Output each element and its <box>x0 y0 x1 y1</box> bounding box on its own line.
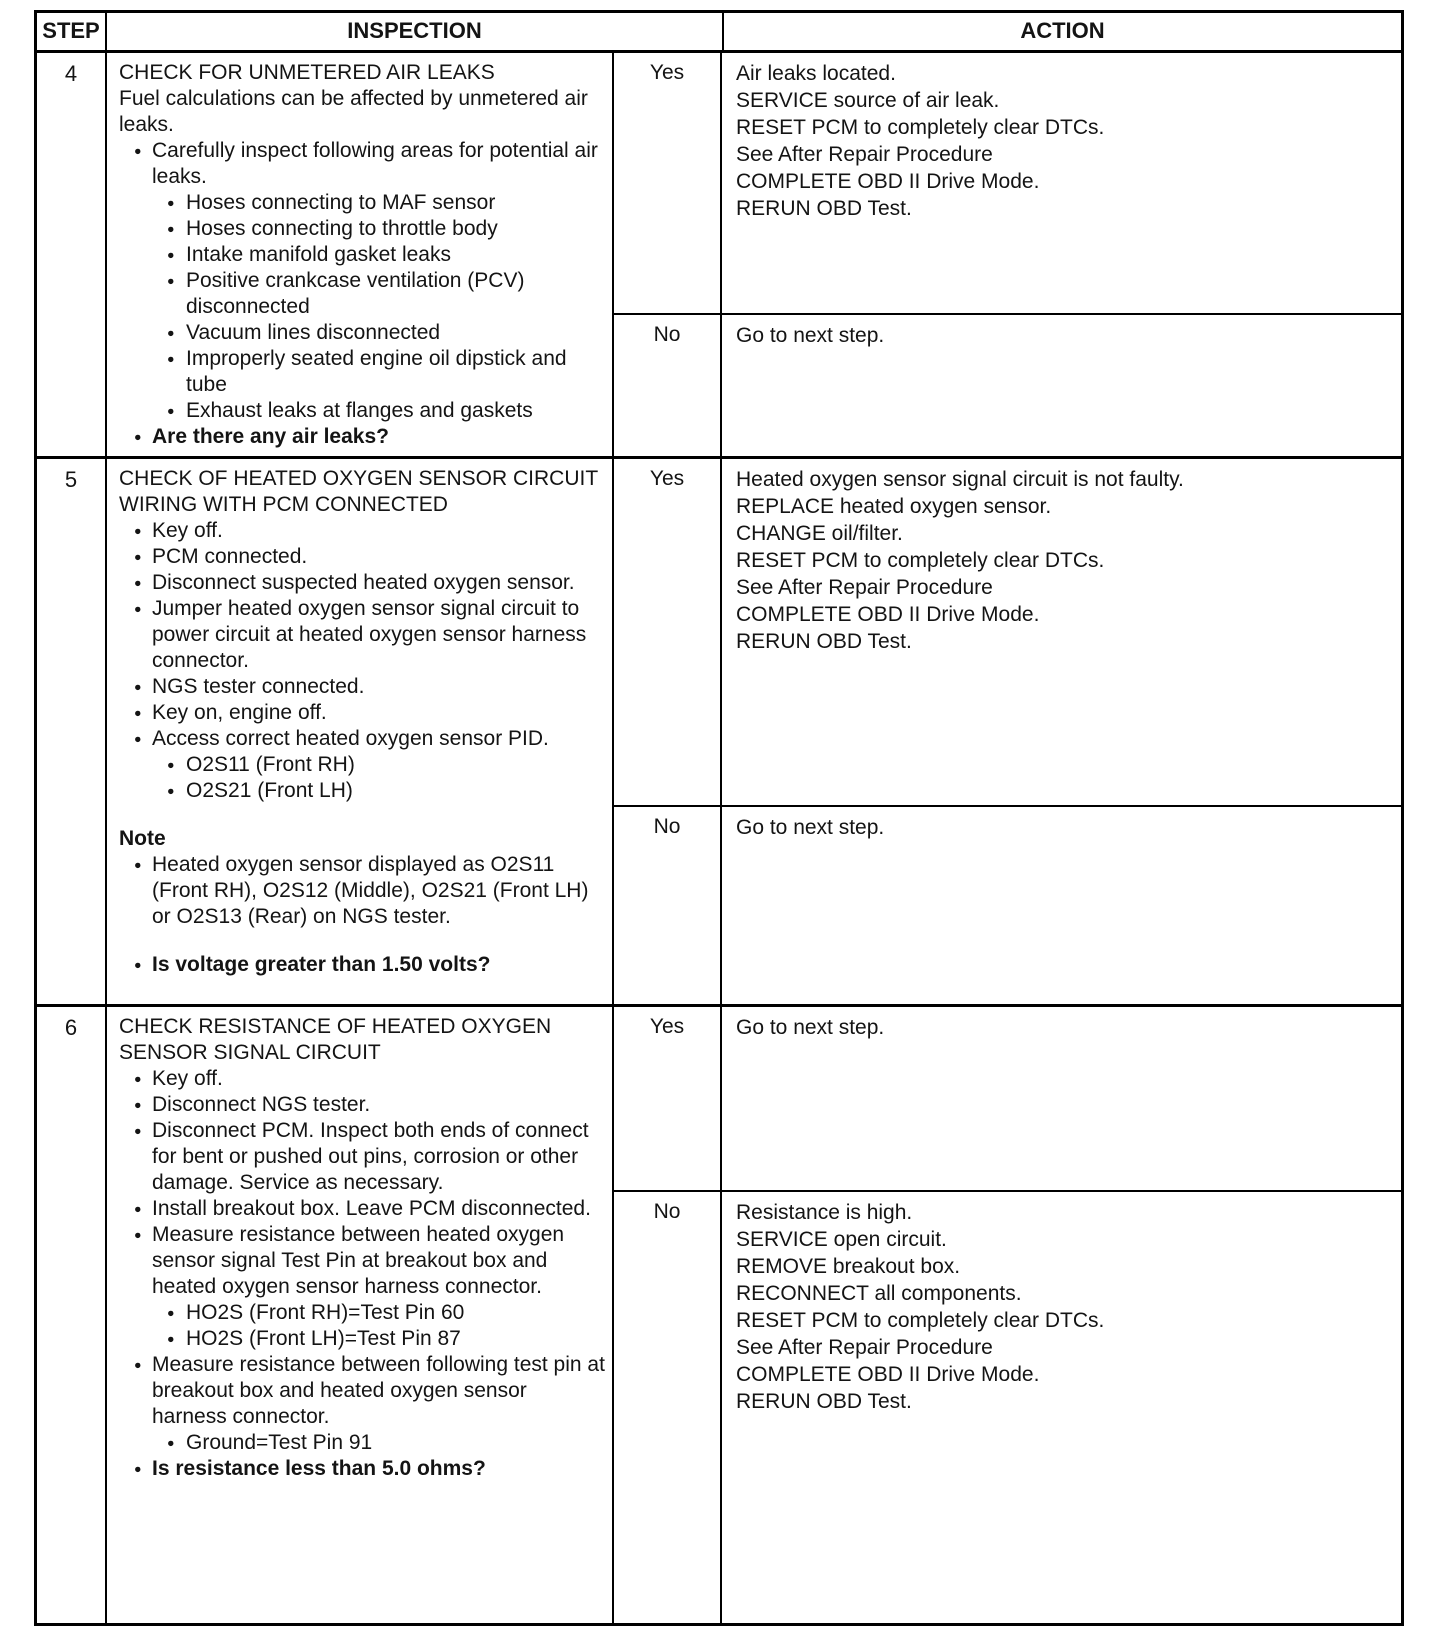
text-line <box>119 726 606 752</box>
text-line: Air leaks located. <box>736 62 896 85</box>
bullet-icon: ● <box>134 1098 142 1112</box>
text-line <box>119 1326 606 1352</box>
yes-branch <box>614 53 1401 315</box>
text-line: CHANGE oil/filter. <box>736 522 903 545</box>
text-line-label: O2S11 (Front RH) <box>186 753 355 776</box>
text-line: SERVICE source of air leak. <box>736 89 1000 112</box>
text-line <box>119 752 606 778</box>
text-line <box>119 1352 606 1430</box>
no-branch <box>614 1192 1401 1623</box>
text-line <box>119 1066 606 1092</box>
decision-label-yes: Yes <box>614 53 722 313</box>
text-line <box>119 596 606 674</box>
text-line-label: Install breakout box. Leave PCM disconnected. <box>152 1197 591 1220</box>
text-line-label: O2S21 (Front LH) <box>186 779 353 802</box>
text-line: REMOVE breakout box. <box>736 1255 961 1278</box>
decision-label-no: No <box>614 1192 722 1623</box>
text-line-label: Heated oxygen sensor displayed as O2S11 (Front RH), O2S12 (Middle), O2S21 (Front LH) or O2S13 (Rear) on NGS tester. <box>152 853 589 928</box>
text-line <box>119 1092 606 1118</box>
text-line <box>119 1222 606 1300</box>
text-line: Fuel calculations can be affected by unmetered air leaks. <box>119 87 588 136</box>
inspection-cell <box>107 53 614 456</box>
text-line: See After Repair Procedure <box>736 1336 993 1359</box>
action-cell-no <box>722 315 1401 456</box>
action-cell-yes <box>722 53 1401 313</box>
table-row-step-4 <box>37 53 1401 459</box>
text-line <box>119 1456 606 1482</box>
text-line-label: Disconnect NGS tester. <box>152 1093 371 1116</box>
text-line: RERUN OBD Test. <box>736 1390 912 1413</box>
text-line-label: Key on, engine off. <box>152 701 327 724</box>
text-line <box>119 1196 606 1222</box>
text-line-label: NGS tester connected. <box>152 675 365 698</box>
bullet-icon: ● <box>134 602 142 616</box>
table-row-step-6 <box>37 1007 1401 1623</box>
action-results <box>614 1007 1401 1623</box>
text-line <box>119 674 606 700</box>
text-line <box>119 398 606 424</box>
text-line-label: Measure resistance between following test pin at breakout box and heated oxygen sensor harness connector. <box>152 1353 605 1428</box>
diagnostic-table <box>34 10 1404 1626</box>
text-line: SERVICE open circuit. <box>736 1228 947 1251</box>
bullet-icon: ● <box>167 1306 175 1320</box>
bullet-icon: ● <box>134 958 142 972</box>
text-line <box>119 1300 606 1326</box>
text-line: Note <box>119 827 166 850</box>
table-row-step-5 <box>37 459 1401 1007</box>
action-results <box>614 459 1401 1004</box>
text-line <box>119 346 606 398</box>
text-line: RERUN OBD Test. <box>736 197 912 220</box>
bullet-icon: ● <box>167 758 175 772</box>
text-line <box>119 952 606 978</box>
no-branch <box>614 807 1401 1004</box>
text-line-label: Vacuum lines disconnected <box>186 321 441 344</box>
bullet-icon: ● <box>134 858 142 872</box>
text-line <box>119 1118 606 1196</box>
bullet-icon: ● <box>134 576 142 590</box>
bullet-icon: ● <box>134 430 142 444</box>
text-line-label: Disconnect suspected heated oxygen sensor. <box>152 571 575 594</box>
bullet-icon: ● <box>167 274 175 288</box>
text-line: CHECK RESISTANCE OF HEATED OXYGEN SENSOR SIGNAL CIRCUIT <box>119 1015 552 1064</box>
text-line-label: Is voltage greater than 1.50 volts? <box>152 953 491 976</box>
text-line: RESET PCM to completely clear DTCs. <box>736 1309 1105 1332</box>
text-line-label: Carefully inspect following areas for potential air leaks. <box>152 139 598 188</box>
text-line-label: HO2S (Front LH)=Test Pin 87 <box>186 1327 461 1350</box>
bullet-icon: ● <box>167 404 175 418</box>
bullet-icon: ● <box>134 144 142 158</box>
bullet-icon: ● <box>167 1436 175 1450</box>
bullet-icon: ● <box>134 706 142 720</box>
text-line: RECONNECT all components. <box>736 1282 1022 1305</box>
bullet-icon: ● <box>167 196 175 210</box>
text-line-label: Improperly seated engine oil dipstick and tube <box>186 347 567 396</box>
step-number: 6 <box>37 1007 107 1623</box>
bullet-icon: ● <box>167 248 175 262</box>
decision-label-no: No <box>614 315 722 456</box>
text-line-label: Disconnect PCM. Inspect both ends of connect for bent or pushed out pins, corrosion or other damage. Service as necessary. <box>152 1119 589 1194</box>
text-line-label: HO2S (Front RH)=Test Pin 60 <box>186 1301 465 1324</box>
table-header-row <box>37 13 1401 53</box>
bullet-icon: ● <box>167 326 175 340</box>
bullet-icon: ● <box>167 222 175 236</box>
text-line: COMPLETE OBD II Drive Mode. <box>736 170 1040 193</box>
text-line <box>119 190 606 216</box>
action-cell-yes <box>722 459 1401 805</box>
text-line <box>119 138 606 190</box>
text-line <box>119 242 606 268</box>
text-line-label: Key off. <box>152 1067 223 1090</box>
text-line: CHECK OF HEATED OXYGEN SENSOR CIRCUIT WIRING WITH PCM CONNECTED <box>119 467 598 516</box>
yes-branch <box>614 459 1401 807</box>
text-line <box>119 570 606 596</box>
inspection-cell <box>107 1007 614 1623</box>
text-line-label: Positive crankcase ventilation (PCV) disconnected <box>186 269 525 318</box>
text-line <box>119 852 606 930</box>
bullet-icon: ● <box>134 1228 142 1242</box>
bullet-icon: ● <box>134 1202 142 1216</box>
text-line: Resistance is high. <box>736 1201 913 1224</box>
header-action: ACTION <box>1020 18 1105 43</box>
text-line-label: PCM connected. <box>152 545 308 568</box>
text-line-label: Hoses connecting to throttle body <box>186 217 498 240</box>
action-cell-no <box>722 807 1401 1004</box>
action-results <box>614 53 1401 456</box>
bullet-icon: ● <box>134 1462 142 1476</box>
step-number: 4 <box>37 53 107 456</box>
text-line-label: Measure resistance between heated oxygen sensor signal Test Pin at breakout box and heated oxygen sensor harness connector. <box>152 1223 565 1298</box>
text-line <box>119 778 606 804</box>
decision-label-yes: Yes <box>614 459 722 805</box>
text-line-label: Exhaust leaks at flanges and gaskets <box>186 399 533 422</box>
bullet-icon: ● <box>134 550 142 564</box>
decision-label-no: No <box>614 807 722 1004</box>
text-line: Go to next step. <box>736 816 885 839</box>
text-line <box>119 518 606 544</box>
text-line <box>119 424 606 450</box>
inspection-cell <box>107 459 614 1004</box>
text-line-label: Hoses connecting to MAF sensor <box>186 191 496 214</box>
text-line <box>119 268 606 320</box>
text-line-label: Ground=Test Pin 91 <box>186 1431 373 1454</box>
text-line <box>119 216 606 242</box>
no-branch <box>614 315 1401 456</box>
step-number: 5 <box>37 459 107 1004</box>
bullet-icon: ● <box>134 680 142 694</box>
text-line-label: Are there any air leaks? <box>152 425 389 448</box>
bullet-icon: ● <box>167 1332 175 1346</box>
text-line-label: Jumper heated oxygen sensor signal circuit to power circuit at heated oxygen sensor harness connector. <box>152 597 587 672</box>
text-line: Go to next step. <box>736 324 885 347</box>
text-line <box>119 544 606 570</box>
yes-branch <box>614 1007 1401 1192</box>
header-inspection: INSPECTION <box>107 13 724 50</box>
text-line-label: Intake manifold gasket leaks <box>186 243 451 266</box>
text-line: CHECK FOR UNMETERED AIR LEAKS <box>119 61 495 84</box>
decision-label-yes: Yes <box>614 1007 722 1190</box>
text-line: REPLACE heated oxygen sensor. <box>736 495 1052 518</box>
text-line: RESET PCM to completely clear DTCs. <box>736 116 1105 139</box>
bullet-icon: ● <box>134 1072 142 1086</box>
bullet-icon: ● <box>134 1358 142 1372</box>
header-step: STEP <box>37 13 107 50</box>
bullet-icon: ● <box>134 1124 142 1138</box>
bullet-icon: ● <box>134 732 142 746</box>
text-line: RERUN OBD Test. <box>736 630 912 653</box>
text-line: COMPLETE OBD II Drive Mode. <box>736 603 1040 626</box>
text-line-label: Is resistance less than 5.0 ohms? <box>152 1457 486 1480</box>
text-line <box>119 700 606 726</box>
text-line: RESET PCM to completely clear DTCs. <box>736 549 1105 572</box>
bullet-icon: ● <box>134 524 142 538</box>
text-line: Heated oxygen sensor signal circuit is not faulty. <box>736 468 1184 491</box>
bullet-icon: ● <box>167 352 175 366</box>
text-line: See After Repair Procedure <box>736 576 993 599</box>
action-cell-no <box>722 1192 1401 1623</box>
text-line: See After Repair Procedure <box>736 143 993 166</box>
text-line <box>119 320 606 346</box>
bullet-icon: ● <box>167 784 175 798</box>
text-line: Go to next step. <box>736 1016 885 1039</box>
text-line-label: Access correct heated oxygen sensor PID. <box>152 727 549 750</box>
text-line <box>119 1430 606 1456</box>
text-line-label: Key off. <box>152 519 223 542</box>
text-line: COMPLETE OBD II Drive Mode. <box>736 1363 1040 1386</box>
action-cell-yes <box>722 1007 1401 1190</box>
